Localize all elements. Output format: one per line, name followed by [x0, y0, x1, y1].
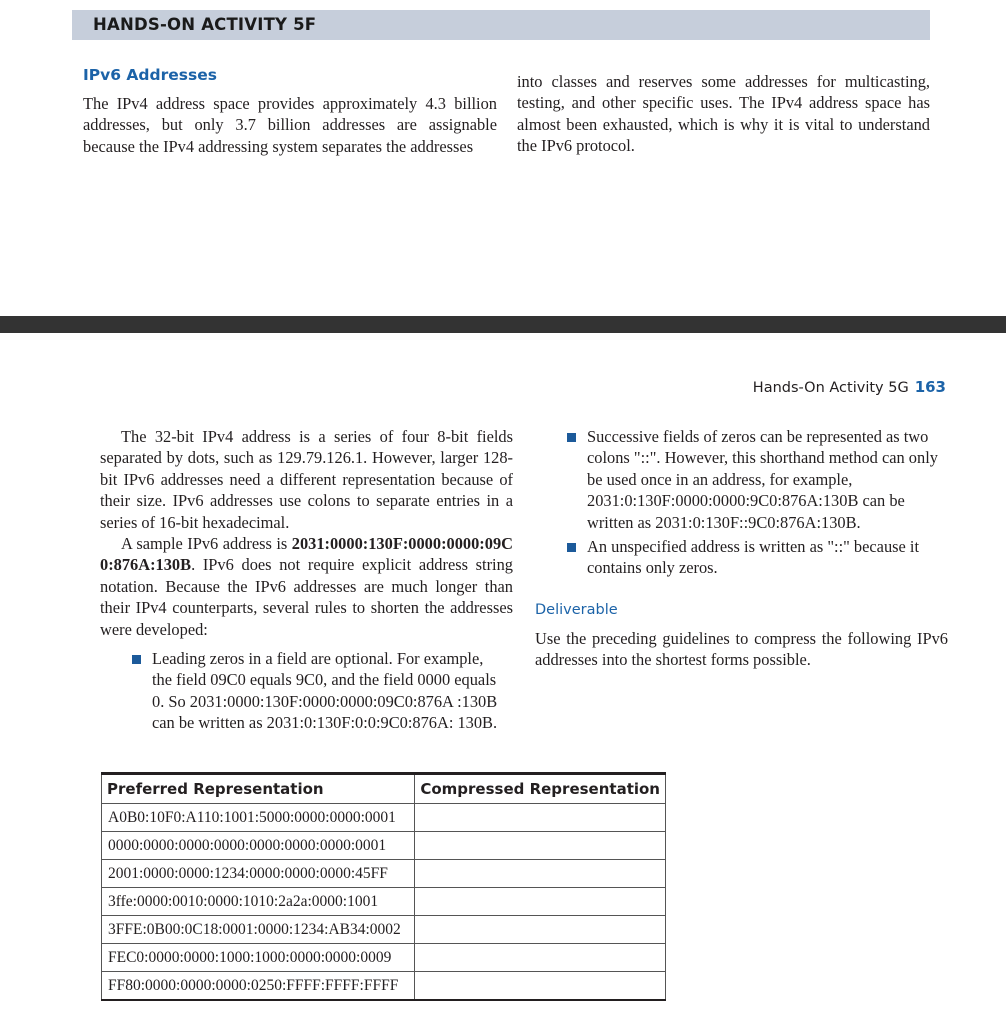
intro-right-paragraph: into classes and reserves some addresses for multicasting, testing, and other specific uses. The IPv4 address space has almost been exhausted, which is why it is vital to understand the IPv6 protocol.: [517, 72, 930, 156]
preferred-cell: 3FFE:0B00:0C18:0001:0000:1234:AB34:0002: [102, 916, 415, 944]
compressed-cell: [415, 944, 666, 972]
intro-left-paragraph: The IPv4 address space provides approximately 4.3 billion addresses, but only 3.7 billion addresses are assignable because the IPv4 addressing system separates the addresses: [83, 94, 497, 156]
table-row: [102, 916, 666, 944]
bullet-leading-zeros: Leading zeros in a field are optional. For example, the field 09C0 equals 9C0, and the field 0000 equals 0. So 2031:0000:130F:0000:0000:09C0:876A :130B can be written as 2031:0:130F:0:0:9C0:876A: 130B.: [152, 649, 498, 733]
bullet-icon: [567, 543, 576, 552]
table-row: [102, 860, 666, 888]
column-header-compressed: Compressed Representation: [415, 774, 666, 804]
bullet-successive-zeros: Successive fields of zeros can be represented as two colons "::". However, this shorthand method can only be used once in an address, for example, 2031:0:130F:0000:0000:9C0:876A:130B can be written as 2031:0:130F::9C0:876A:130B.: [587, 427, 938, 532]
column-header-preferred: Preferred Representation: [102, 774, 415, 804]
deliverable-text: Use the preceding guidelines to compress the following IPv6 addresses into the shortest forms possible.: [535, 629, 948, 670]
page-divider: [0, 316, 1006, 333]
bullet-unspecified: An unspecified address is written as "::" because it contains only zeros.: [587, 537, 919, 578]
activity-header: HANDS-ON ACTIVITY 5F: [93, 15, 317, 34]
bullet-icon: [567, 433, 576, 442]
page-number: 163: [914, 378, 946, 396]
compressed-cell: [415, 888, 666, 916]
preferred-cell: 3ffe:0000:0010:0000:1010:2a2a:0000:1001: [102, 888, 415, 916]
sample-address: 2031:0000:130F:0000:0000:09C0:876A:130B: [100, 534, 513, 575]
preferred-cell: A0B0:10F0:A110:1001:5000:0000:0000:0001: [102, 804, 415, 832]
activity-header-bar: [72, 10, 930, 40]
para2-start: A sample IPv6 address is: [121, 534, 292, 553]
compressed-cell: [415, 972, 666, 1001]
preferred-cell: 2001:0000:0000:1234:0000:0000:0000:45FF: [102, 860, 415, 888]
body-paragraph-2: [100, 533, 513, 640]
table-row: [102, 972, 666, 1001]
bullet-icon: [132, 655, 141, 664]
running-head: [753, 378, 946, 396]
body-paragraph-1: The 32-bit IPv4 address is a series of four 8-bit fields separated by dots, such as 129.79.126.1. However, larger 128-bit IPv6 addresses need a different representation because of their size. IPv6 addresses use colons to separate entries in a series of 16-bit hexadecimal.: [100, 427, 513, 532]
preferred-cell: FEC0:0000:0000:1000:1000:0000:0000:0009: [102, 944, 415, 972]
compressed-cell: [415, 916, 666, 944]
section-title: IPv6 Addresses: [83, 66, 217, 84]
preferred-cell: 0000:0000:0000:0000:0000:0000:0000:0001: [102, 832, 415, 860]
table-row: [102, 832, 666, 860]
table-row: [102, 888, 666, 916]
preferred-cell: FF80:0000:0000:0000:0250:FFFF:FFFF:FFFF: [102, 972, 415, 1001]
table-row: [102, 944, 666, 972]
para2-end: . IPv6 does not require explicit address string notation. Because the IPv6 addresses are much longer than their IPv4 counterparts, several rules to shorten the addresses were developed:: [100, 555, 513, 639]
deliverable-title: Deliverable: [535, 602, 618, 618]
compressed-cell: [415, 832, 666, 860]
compressed-cell: [415, 860, 666, 888]
table-header-row: [102, 774, 666, 804]
compressed-cell: [415, 804, 666, 832]
address-table: [101, 772, 666, 1001]
table-row: [102, 804, 666, 832]
running-head-title: Hands-On Activity 5G: [752, 380, 909, 396]
